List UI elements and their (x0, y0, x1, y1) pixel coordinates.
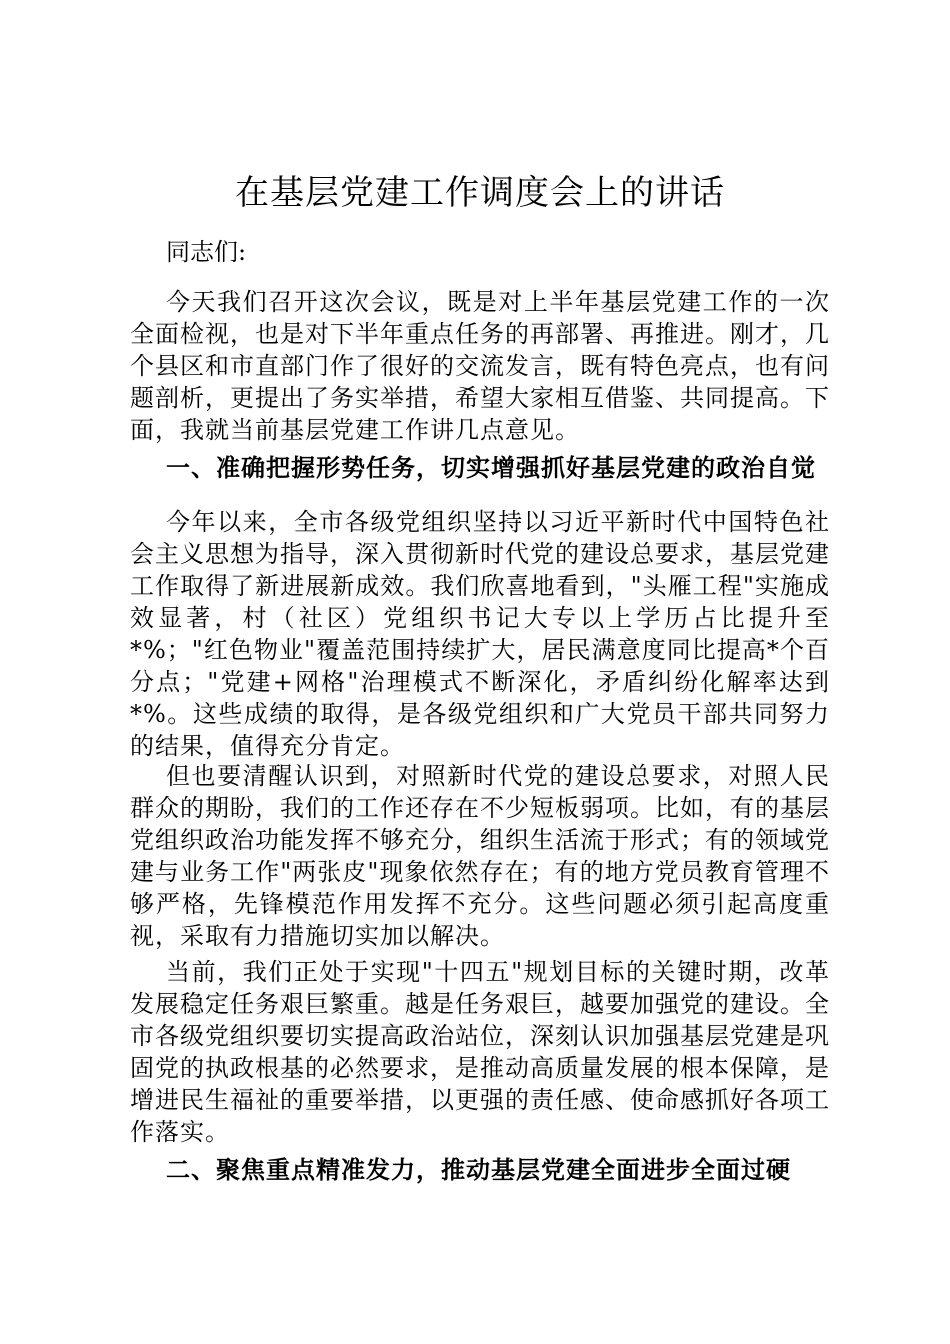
section-heading-2: 二、聚焦重点精准发力，推动基层党建全面进步全面过硬 (166, 1155, 791, 1184)
section-heading-1: 一、准确把握形势任务，切实增强抓好基层党建的政治自觉 (166, 453, 816, 482)
document-title: 在基层党建工作调度会上的讲话 (235, 173, 725, 213)
paragraph-current-situation: 当前，我们正处于实现"十四五"规划目标的关键时期，改革发展稳定任务艰巨繁重。越是任务艰巨，越要加强党的建设。全市各级党组织要切实提高政治站位，深刻认识加强基层党建是巩固党的执政根基的必然要求，是推动高质量发展的根本保障，是增进民生福祉的重要举措，以更强的责任感、使命感抓好各项工作落实。 (130, 958, 830, 1146)
salutation: 同志们: (166, 238, 247, 266)
paragraph-opening: 今天我们召开这次会议，既是对上半年基层党建工作的一次全面检视，也是对下半年重点任务的再部署、再推进。刚才，几个县区和市直部门作了很好的交流发言，既有特色亮点，也有问题剖析，更提出了务实举措，希望大家相互借鉴、共同提高。下面，我就当前基层党建工作讲几点意见。 (130, 288, 830, 444)
paragraph-shortcomings: 但也要清醒认识到，对照新时代党的建设总要求，对照人民群众的期盼，我们的工作还存在不少短板弱项。比如，有的基层党组织政治功能发挥不够充分，组织生活流于形式；有的领域党建与业务工作"两张皮"现象依然存在；有的地方党员教育管理不够严格，先锋模范作用发挥不充分。这些问题必须引起高度重视，采取有力措施切实加以解决。 (130, 762, 830, 950)
paragraph-achievements: 今年以来，全市各级党组织坚持以习近平新时代中国特色社会主义思想为指导，深入贯彻新时代党的建设总要求，基层党建工作取得了新进展新成效。我们欣喜地看到，"头雁工程"实施成效显著，村（社区）党组织书记大专以上学历占比提升至*%；"红色物业"覆盖范围持续扩大，居民满意度同比提高*个百分点；"党建+网格"治理模式不断深化，矛盾纠纷化解率达到*%。这些成绩的取得，是各级党组织和广大党员干部共同努力的结果，值得充分肯定。 (130, 508, 830, 760)
